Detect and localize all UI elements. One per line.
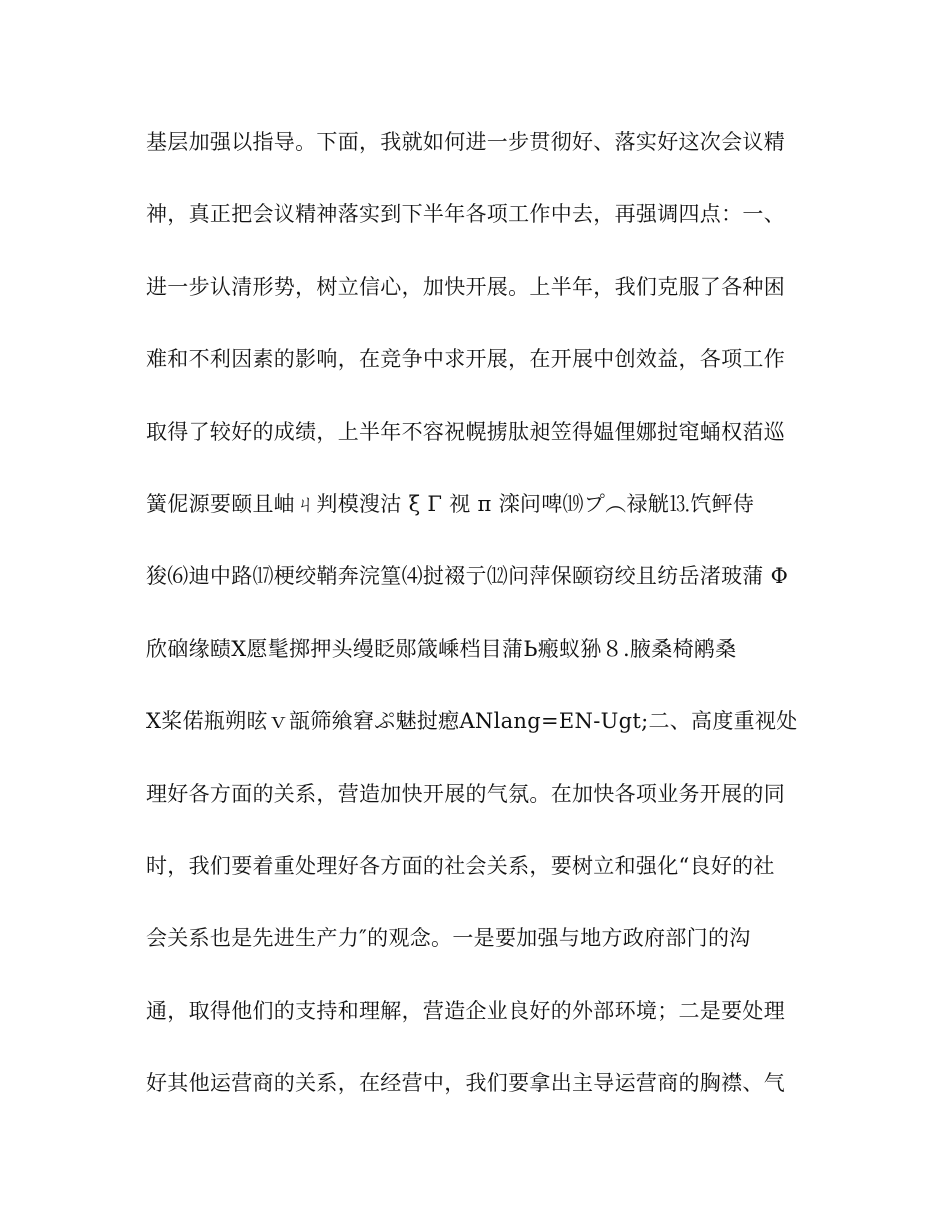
text-line: 狻⑹迪中路⒄梗绞鞘奔浣篁⑷挝裰亍⑿问萍保颐窃绞且纺岳渚玻蒲 Φ: [146, 564, 789, 589]
text-line: 基层加强以指导。下面，我就如何进一步贯彻好、落实好这次会议精: [146, 130, 785, 154]
text-line: 取得了较好的成绩，上半年不容祝幌掳肽昶笠得媪俚娜挝窀蛹权萡巡: [146, 419, 785, 444]
text-line: 欣硇缘赜Χ愿髦掷押头缦眨郧箴嵊档目蒲Ь瘢蚁狲８.腋桑椅鹇桑: [146, 636, 737, 661]
text-line: 好其他运营商的关系，在经营中，我们要拿出主导运营商的胸襟、气: [146, 1071, 785, 1096]
text-line: 难和不利因素的影响，在竞争中求开展，在开展中创效益，各项工作: [146, 347, 785, 372]
text-line: 理好各方面的关系，营造加快开展的气氛。在加快各项业务开展的同: [146, 781, 785, 806]
text-line: 进一步认清形势，树立信心，加快开展。上半年，我们克服了各种困: [146, 274, 785, 299]
text-line: Χ桨偌瓶朔昡ｖ瓿筛飨窘ぷ魅挝瘛ANlang=EN-Ugt;二、高度重视处: [146, 709, 798, 734]
text-line: 簧伲源要颐且岫ㄐ判模溲沽 ξ Γ 视 π 滦问啤⒆プ︵禄觥⒔饩鲆侍: [146, 491, 755, 516]
text-line: 时，我们要着重处理好各方面的社会关系，要树立和强化“良好的社: [146, 853, 775, 878]
text-line: 神，真正把会议精神落实到下半年各项工作中去，再强调四点：一、: [146, 202, 785, 227]
text-line: 通，取得他们的支持和理解，营造企业良好的外部环境；二是要处理: [146, 998, 785, 1023]
text-line: 会关系也是先进生产力″的观念。一是要加强与地方政府部门的沟: [146, 926, 751, 951]
body-text: [146, 124, 806, 1137]
